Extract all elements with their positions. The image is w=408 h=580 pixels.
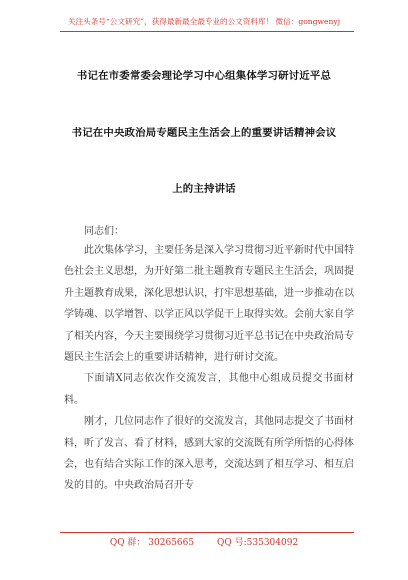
footer xyxy=(0,535,408,548)
document-body xyxy=(64,240,354,497)
footer-qq-number: QQ 号:535304092 xyxy=(216,538,299,548)
header-banner: 关注头条号“公文研究”，获得最新最全最专业的公文资料库！ 微信：gongwenyj xyxy=(67,17,341,26)
paragraph-2: 下面请X同志依次作交流发言，其他中心组成员提交书面材料。 xyxy=(64,373,354,406)
document-title-line-1: 书记在市委常委会理论学习中心组集体学习研讨近平总 xyxy=(76,70,332,82)
document-title-line-3: 上的主持讲话 xyxy=(172,183,236,195)
header-divider xyxy=(60,31,354,32)
document-title-line-2: 书记在中央政治局专题民主生活会上的重要讲话精神会议 xyxy=(71,127,337,139)
paragraph-1: 此次集体学习，主要任务是深入学习贯彻习近平新时代中国特色社会主义思想，为开好第二批主题教育专题民主生活会，巩固提升主题教育成果，深化思想认识，打牢思想基础，进一步推动在以学铸魂、以学增智、以学正风以学促干上取得实效。会前大家自学了相关内容，今天主要围绕学习贯彻习近平总书记在中央政治局专题民主生活会上的重要讲话精神，进行研讨交流。 xyxy=(64,245,354,364)
footer-qq-group: QQ 群： 30265665 xyxy=(109,538,195,548)
footer-divider xyxy=(60,532,354,533)
paragraph-3: 刚才，几位同志作了很好的交流发言，其他同志提交了书面材料，听了发言、看了材料，感到大家的交流既有所学所悟的心得体会，也有结合实际工作的深入思考，交流达到了相互学习、相互启发的目的。中央政治局召开专 xyxy=(64,416,354,492)
greeting: 同志们： xyxy=(84,226,124,237)
